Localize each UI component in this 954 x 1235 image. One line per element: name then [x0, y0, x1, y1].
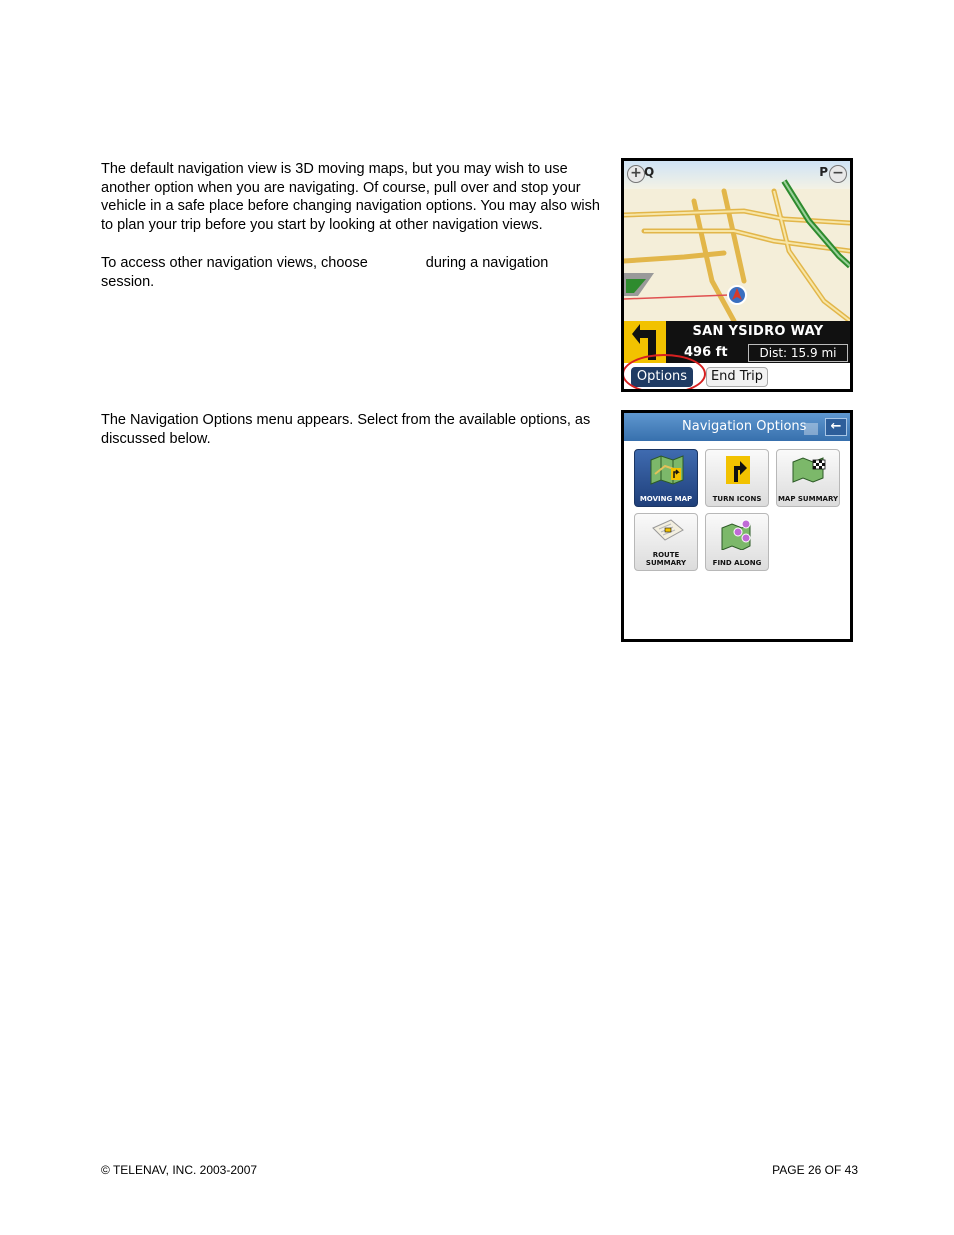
- footer-page-number: PAGE 26 OF 43: [772, 1163, 858, 1177]
- zoom-in-icon[interactable]: +: [627, 165, 645, 183]
- navigation-map-screenshot: [621, 158, 853, 392]
- distance-to-turn: 496 ft: [684, 345, 728, 360]
- map-icon: [649, 454, 685, 486]
- navigation-options-screenshot: [621, 410, 853, 642]
- tile-label: MAP SUMMARY: [777, 495, 839, 503]
- footer-copyright: © TELENAV, INC. 2003-2007: [101, 1163, 258, 1177]
- street-name: SAN YSIDRO WAY: [666, 321, 850, 343]
- zoom-out-icon[interactable]: −: [829, 165, 847, 183]
- signal-icon: [804, 423, 818, 435]
- access-paragraph: [101, 254, 601, 291]
- turn-arrow-icon: [720, 454, 756, 486]
- options-paragraph: The Navigation Options menu appears. Select from the available options, as discussed below.: [101, 412, 591, 447]
- tile-route-summary[interactable]: [634, 513, 698, 571]
- intro-paragraph: The default navigation view is 3D moving maps, but you may wish to use another option when you are navigating. Of course, pull over and stop your vehicle in a safe place before changing navigation options. You may also wish to plan your trip before you start by looking at other navigation views.: [101, 161, 600, 234]
- vehicle-position-icon: [728, 286, 746, 304]
- find-along-icon: [720, 518, 756, 550]
- tile-map-summary[interactable]: [776, 449, 840, 507]
- tile-turn-icons[interactable]: [705, 449, 769, 507]
- access-text-before: To access other navigation views, choose: [101, 255, 368, 271]
- tile-find-along[interactable]: [705, 513, 769, 571]
- options-button[interactable]: Options: [631, 367, 693, 387]
- tile-moving-map[interactable]: [634, 449, 698, 507]
- route-list-icon: [649, 518, 685, 548]
- end-trip-button[interactable]: End Trip: [706, 367, 768, 387]
- zoom-in-label: Q: [644, 165, 655, 179]
- tile-label: TURN ICONS: [712, 495, 762, 503]
- access-text-after: during a navigation session.: [101, 255, 549, 290]
- tile-label: FIND ALONG: [712, 559, 762, 567]
- back-arrow-icon[interactable]: ←: [825, 418, 847, 436]
- options-highlight-circle: [622, 354, 706, 392]
- options-title: Navigation Options: [682, 419, 807, 434]
- options-header: [624, 413, 850, 441]
- map-summary-icon: [791, 454, 827, 486]
- tile-label: ROUTE SUMMARY: [645, 551, 687, 567]
- zoom-out-label: P: [819, 165, 828, 179]
- tile-label: MOVING MAP: [639, 495, 693, 503]
- total-distance: Dist: 15.9 mi: [748, 344, 848, 362]
